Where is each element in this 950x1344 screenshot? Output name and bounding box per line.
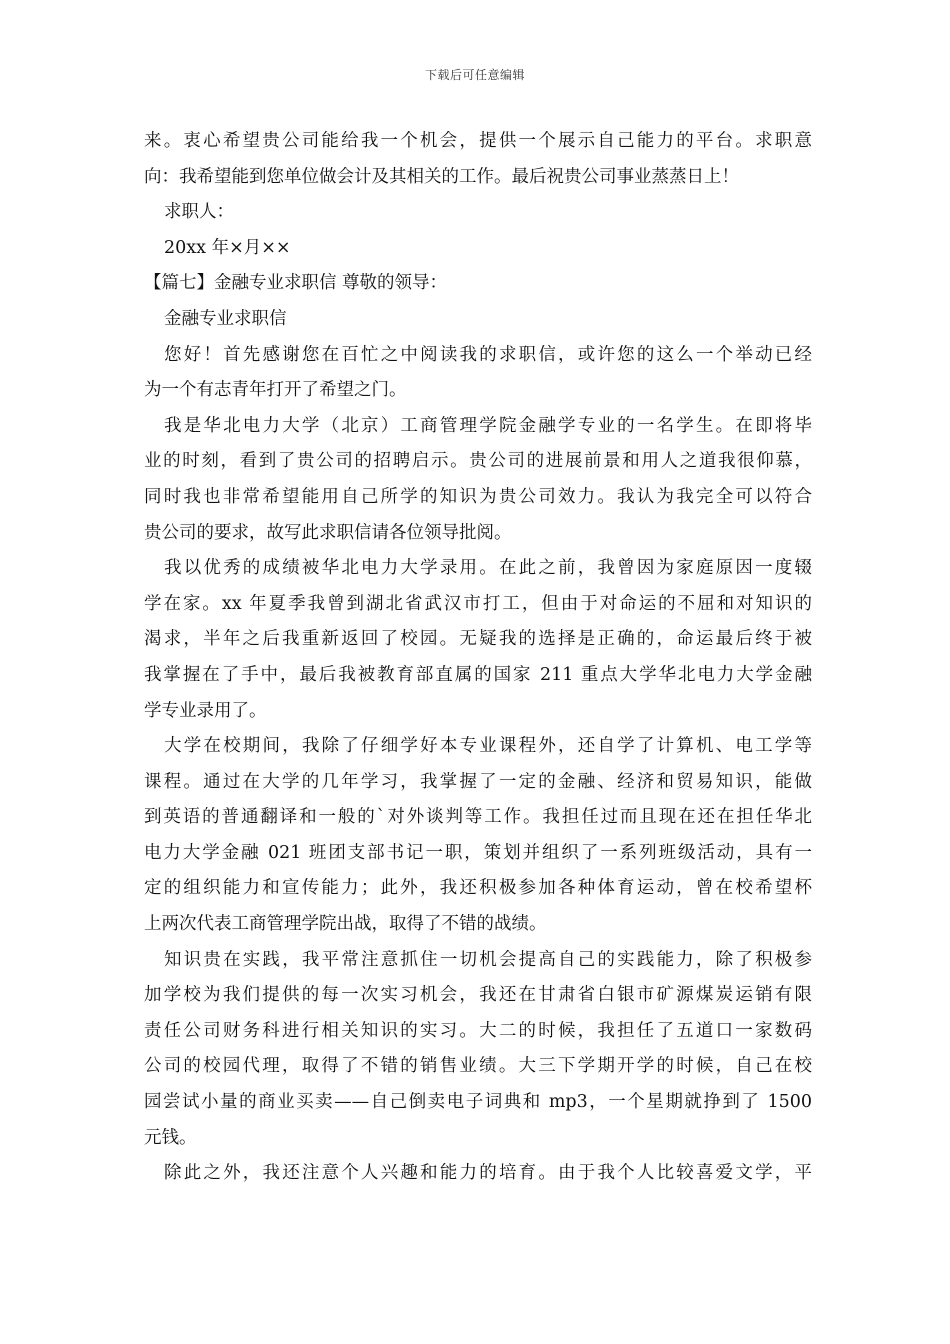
text-line: 渴求，半年之后我重新返回了校园。无疑我的选择是正确的，命运最后终于被 [144, 629, 812, 650]
text-line: 加学校为我们提供的每一次实习机会，我还在甘肃省白银市矿源煤炭运销有限 [144, 985, 812, 1006]
text-line: 除此之外，我还注意个人兴趣和能力的培育。由于我个人比较喜爱文学，平 [164, 1163, 812, 1184]
text-line: 向：我希望能到您单位做会计及其相关的工作。最后祝贵公司事业蒸蒸日上！ [144, 166, 739, 187]
document-body [144, 124, 812, 1192]
text-line: 求职人： [164, 202, 234, 223]
text-line: 来。衷心希望贵公司能给我一个机会，提供一个展示自己能力的平台。求职意 [144, 131, 812, 151]
text-line: 责任公司财务科进行相关知识的实习。大二的时候，我担任了五道口一家数码 [144, 1020, 812, 1041]
text-line: 我以优秀的成绩被华北电力大学录用。在此之前，我曾因为家庭原因一度辍 [164, 558, 812, 579]
text-line: 到英语的普通翻译和一般的`对外谈判等工作。我担任过而且现在还在担任华北 [144, 807, 812, 828]
text-line: 电力大学金融 021 班团支部书记一职，策划并组织了一系列班级活动，具有一 [144, 842, 812, 863]
text-line: 元钱。 [144, 1127, 197, 1148]
text-line: 大学在校期间，我除了仔细学好本专业课程外，还自学了计算机、电工学等 [164, 736, 812, 757]
text-line: 园尝试小量的商业买卖——自己倒卖电子词典和 mp3，一个星期就挣到了 1500 [144, 1092, 812, 1113]
text-line: 我是华北电力大学（北京）工商管理学院金融学专业的一名学生。在即将毕 [164, 415, 812, 436]
text-line: 为一个有志青年打开了希望之门。 [144, 380, 407, 401]
text-line: 贵公司的要求，故写此求职信请各位领导批阅。 [144, 522, 512, 543]
text-line: 上两次代表工商管理学院出战，取得了不错的战绩。 [144, 914, 547, 935]
text-line: 公司的校园代理，取得了不错的销售业绩。大三下学期开学的时候，自己在校 [144, 1056, 812, 1077]
text-line: 学在家。xx 年夏季我曾到湖北省武汉市打工，但由于对命运的不屈和对知识的 [144, 593, 812, 614]
text-line: 金融专业求职信 [164, 308, 287, 329]
text-line: 知识贵在实践，我平常注意抓住一切机会提高自己的实践能力，除了积极参 [164, 949, 812, 970]
text-line: 定的组织能力和宣传能力；此外，我还积极参加各种体育运动，曾在校希望杯 [144, 878, 812, 899]
text-line: 【篇七】金融专业求职信 尊敬的领导： [144, 273, 448, 294]
text-line: 20xx 年×月×× [164, 237, 291, 258]
text-line: 学专业录用了。 [144, 700, 267, 721]
text-line: 我掌握在了手中，最后我被教育部直属的国家 211 重点大学华北电力大学金融 [144, 664, 812, 685]
text-line: 课程。通过在大学的几年学习，我掌握了一定的金融、经济和贸易知识，能做 [144, 771, 812, 792]
text-line: 同时我也非常希望能用自己所学的知识为贵公司效力。我认为我完全可以符合 [144, 486, 812, 507]
text-line: 业的时刻，看到了贵公司的招聘启示。贵公司的进展前景和用人之道我很仰慕， [144, 451, 812, 472]
page-header: 下载后可任意编辑 [424, 68, 525, 82]
text-line: 您好！首先感谢您在百忙之中阅读我的求职信，或许您的这么一个举动已经 [164, 344, 812, 365]
